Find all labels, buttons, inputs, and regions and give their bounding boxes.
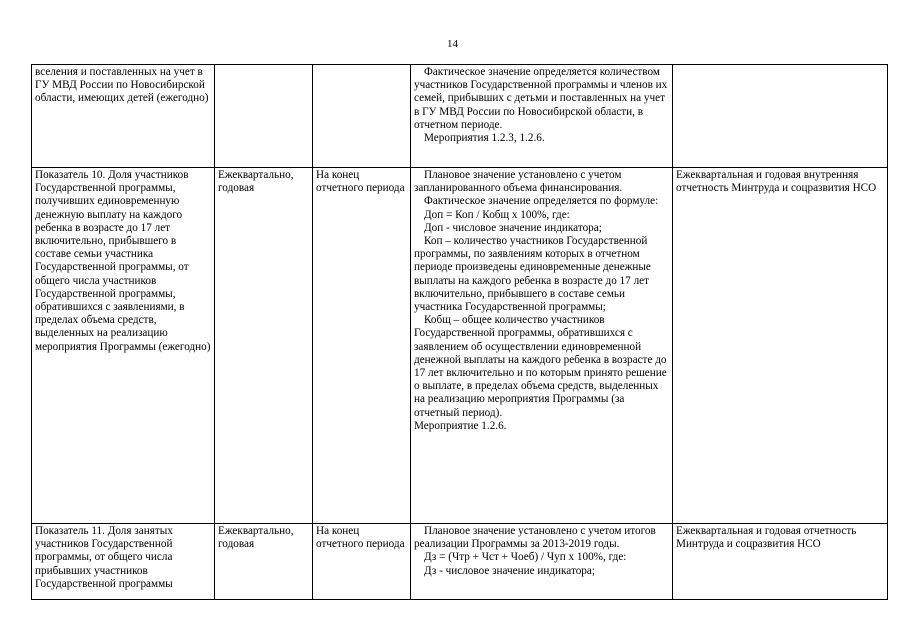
method-paragraph: Фактическое значение определяется количеством участников Государственной программы и членов их семей, прибывших с детьми и поставленных на учет в ГУ МВД России по Новосибирской области, в отчетном периоде.	[414, 66, 668, 131]
formula: Доп = Коп / Кобщ х 100%, где:	[424, 208, 570, 221]
method-paragraph: Коп – количество участников Государственной программы, по заявлениям которых в отчетном периоде произведены единовременные денежные выплаты на каждого ребенка в возрасте до 17 лет включительно, прибывшего в составе семьи участника Государственной программы;	[414, 235, 651, 314]
table-row	[32, 524, 888, 600]
source-cell: Ежеквартальная и годовая внутренняя отчетность Минтруда и соцразвития НСО	[673, 168, 888, 524]
method-paragraph: Плановое значение установлено с учетом итогов реализации Программы за 2013-2019 годы.	[414, 525, 656, 551]
method-cell	[411, 524, 673, 600]
periodicity-cell: Ежеквартально, годовая	[215, 524, 313, 600]
method-paragraph: Плановое значение установлено с учетом запланированного объема финансирования.	[414, 169, 623, 195]
method-paragraph: Кобщ – общее количество участников Государственной программы, обратившихся с заявлением об осуществлении единовременной денежной выплаты на каждого ребенка в возрасте до 17 лет включительно и по которым принято решение о выплате, в пределах объема средств, выделенных на реализацию мероприятия Программы (за отчетный период).	[414, 314, 667, 419]
method-paragraph: Мероприятие 1.2.6.	[414, 419, 507, 432]
source-cell	[673, 65, 888, 168]
method-cell	[411, 168, 673, 524]
timing-cell: На конец отчетного периода	[313, 524, 411, 600]
timing-cell	[313, 65, 411, 168]
timing-cell: На конец отчетного периода	[313, 168, 411, 524]
table-row	[32, 168, 888, 524]
indicator-cell: Показатель 10. Доля участников Государственной программы, получивших единовременную денежную выплату на каждого ребенка в возрасте до 17 лет включительно, прибывшего в составе семьи участника Государственной программы, от общего числа участников Государственной программы, обратившихся с заявлениями, в пределах объема средств, выделенных на реализацию мероприятия Программы (ежегодно)	[32, 168, 215, 524]
method-paragraph: Фактическое значение определяется по формуле:	[424, 195, 659, 208]
method-paragraph: Дз - числовое значение индикатора;	[424, 564, 595, 577]
page-number: 14	[447, 38, 458, 50]
formula: Дз = (Чтр + Чст + Чоеб) / Чуп х 100%, где:	[424, 551, 627, 564]
method-cell	[411, 65, 673, 168]
method-paragraph: Мероприятия 1.2.3, 1.2.6.	[424, 132, 545, 145]
indicators-table	[31, 64, 888, 600]
method-paragraph: Доп - числовое значение индикатора;	[424, 221, 602, 234]
indicator-cell: вселения и поставленных на учет в ГУ МВД России по Новосибирской области, имеющих детей (ежегодно)	[32, 65, 215, 168]
periodicity-cell	[215, 65, 313, 168]
table-row	[32, 65, 888, 168]
source-cell: Ежеквартальная и годовая отчетность Минтруда и соцразвития НСО	[673, 524, 888, 600]
periodicity-cell: Ежеквартально, годовая	[215, 168, 313, 524]
indicator-cell: Показатель 11. Доля занятых участников Государственной программы, от общего числа прибывших участников Государственной программы	[32, 524, 215, 600]
